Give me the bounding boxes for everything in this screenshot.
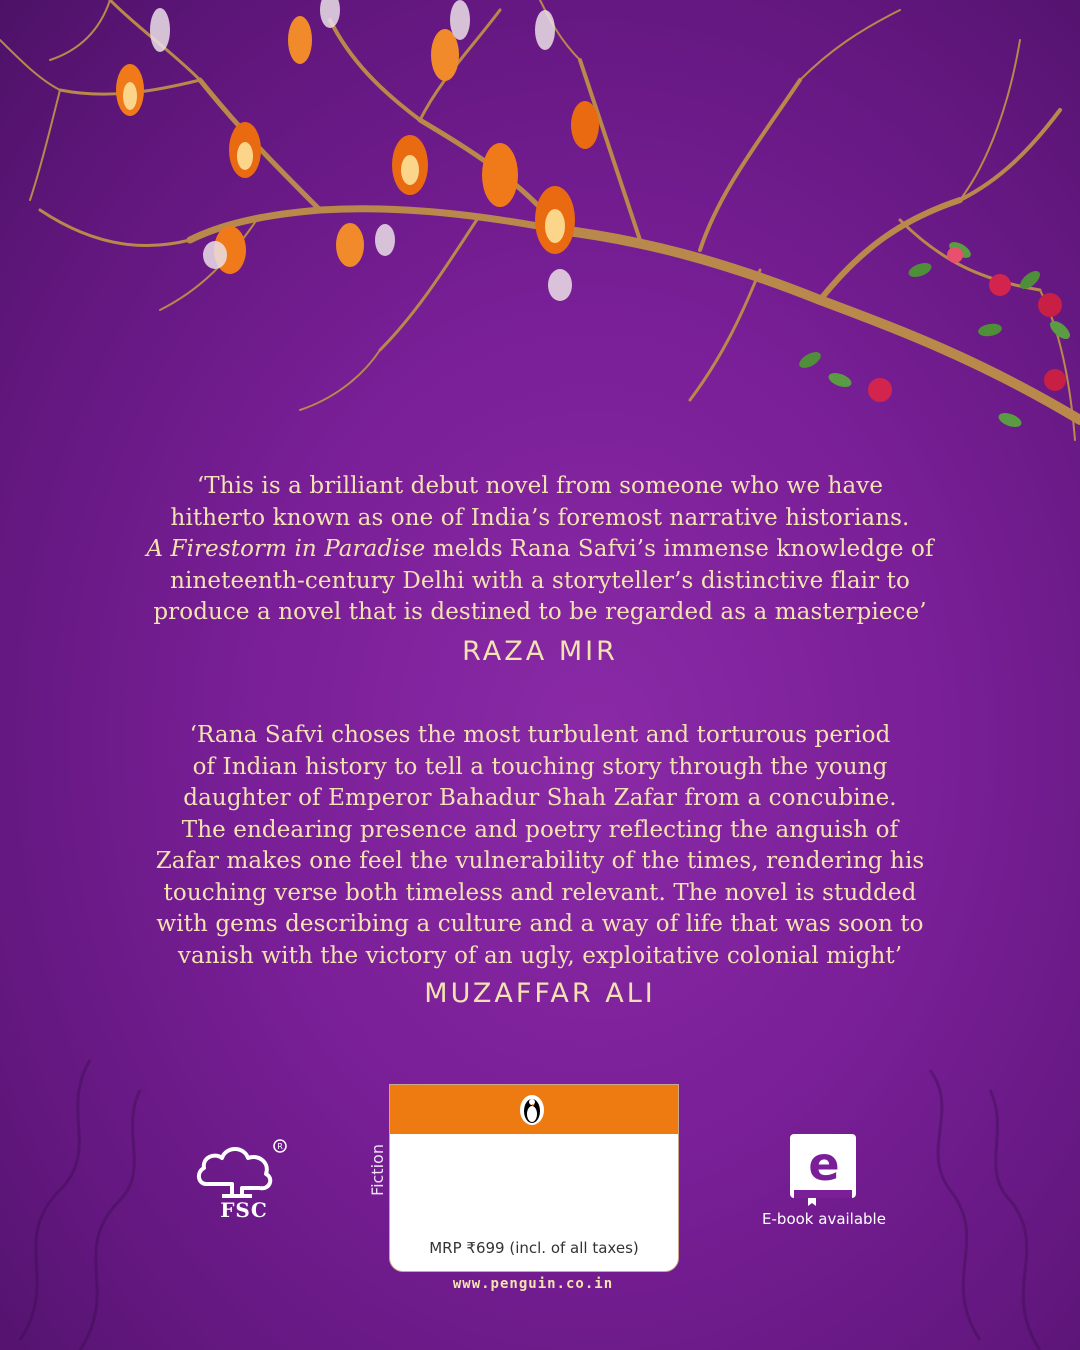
burning-tree-illustration [0,0,1080,480]
book-title-italic: A Firestorm in Paradise [146,536,426,562]
barcode-price-box [389,1084,679,1272]
review-quote-1 [0,471,1080,629]
review-quote-2 [0,720,1080,972]
review-attribution-2: MUZAFFAR ALI [424,978,656,1009]
quote-line: with gems describing a culture and a way of life that was soon to [156,911,924,937]
quote-line: nineteenth-century Delhi with a storyteller’s distinctive flair to [170,567,910,594]
review-attribution-1: RAZA MIR [462,636,618,667]
quote-line: hitherto known as one of India’s foremost narrative historians. [170,504,910,531]
genre-label: Fiction [368,1144,387,1196]
quote-line: vanish with the victory of an ugly, exploitative colonial might’ [177,942,903,969]
svg-text:e: e [808,1137,840,1191]
quote-line: Zafar makes one feel the vulnerability of the times, rendering his [155,848,925,874]
quote-line-rest: melds Rana Safvi’s immense knowledge of [425,536,934,562]
penguin-logo-icon [517,1093,547,1127]
quote-line: daughter of Emperor Bahadur Shah Zafar from a concubine. [183,785,897,811]
quote-line [0,534,1080,566]
fsc-label: FSC [220,1198,268,1222]
ebook-icon [788,1132,860,1208]
quote-line: ‘This is a brilliant debut novel from someone who we have [196,473,884,499]
svg-text:R: R [277,1142,283,1151]
quote-line: of Indian history to tell a touching story through the young [192,753,888,780]
ebook-available-label: E-book available [762,1210,886,1228]
quote-line: ‘Rana Safvi choses the most turbulent and torturous period [189,722,891,748]
mrp-price: MRP ₹699 (incl. of all taxes) [429,1239,639,1257]
publisher-url[interactable]: www.penguin.co.in [452,1276,614,1292]
quote-line: touching verse both timeless and relevant. The novel is studded [163,879,917,906]
quote-line: produce a novel that is destined to be regarded as a masterpiece’ [153,599,927,625]
quote-line: The endearing presence and poetry reflecting the anguish of [181,816,899,843]
publisher-band [390,1085,678,1134]
